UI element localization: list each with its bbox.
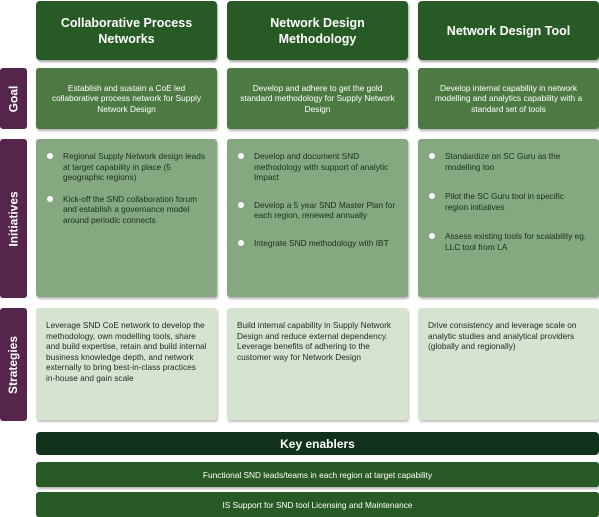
strategy-text: Build internal capability in Supply Network Design and reduce external dependency. Leverage benefits of adhering to the customer way for Network Design	[237, 320, 392, 362]
initiatives-cell	[418, 139, 599, 297]
column-header-network-design-tool	[418, 1, 599, 60]
initiative-text: Standardize on SC Guru as the modelling too	[445, 151, 561, 172]
bullet-icon	[238, 202, 244, 208]
bullet-icon	[429, 233, 435, 239]
column-header-network-design-methodology	[227, 1, 408, 60]
key-enabler-text: IS Support for SND tool Licensing and Maintenance	[222, 499, 413, 510]
column-title: Network Design Methodology	[270, 15, 365, 46]
key-enablers-header	[36, 432, 599, 455]
goal-text: Develop and adhere to get the gold standard methodology for Supply Network Design	[240, 82, 395, 114]
row-label-text: Initiatives	[6, 190, 21, 247]
goal-text: Establish and sustain a CoE led collaborative process network for Supply Network Design	[52, 82, 201, 114]
initiatives-cell	[227, 139, 408, 297]
strategy-text: Drive consistency and leverage scale on analytic studies and analytical providers (globally and regionally)	[428, 320, 577, 351]
strategy-text: Leverage SND CoE network to develop the methodology, own modelling tools, share and build expertise, retain and build internal business knowledge depth, and network externally to bring best-in-class practices in-house and gain scale	[46, 320, 207, 383]
initiative-text: Assess existing tools for scalability eg. LLC tool from LA	[445, 231, 587, 252]
key-enabler-text: Functional SND leads/teams in each region at target capability	[202, 469, 433, 480]
column-title: Network Design Tool	[446, 23, 571, 38]
row-label-goal	[0, 68, 27, 129]
row-label-text: Goal	[6, 85, 21, 112]
initiative-text: Integrate SND methodology with IBT	[254, 237, 389, 248]
initiative-text: Develop a 5 year SND Master Plan for each region, renewed annually	[254, 199, 396, 220]
strategy-cell	[36, 308, 217, 420]
goal-cell	[418, 68, 599, 129]
bullet-icon	[429, 193, 435, 199]
strategy-cell	[418, 308, 599, 420]
initiative-text: Pilot the SC Guru tool in specific region initiatives	[445, 191, 564, 212]
initiative-text: Kick-off the SND collaboration forum and establish a governance model around periodic connects	[63, 193, 198, 225]
bullet-icon	[238, 153, 244, 159]
initiative-item	[428, 231, 589, 252]
key-enabler-item	[36, 462, 599, 487]
initiative-item	[428, 151, 589, 172]
bullet-icon	[238, 240, 244, 246]
row-label-text: Strategies	[6, 335, 21, 394]
row-label-initiatives	[0, 139, 27, 298]
initiative-item	[237, 238, 398, 249]
key-enablers-title: Key enablers	[280, 436, 355, 451]
bullet-icon	[47, 196, 53, 202]
row-label-strategies	[0, 308, 27, 421]
bullet-icon	[47, 153, 53, 159]
bullet-icon	[429, 153, 435, 159]
column-title: Collaborative Process Networks	[60, 15, 193, 46]
goal-cell	[36, 68, 217, 129]
initiative-item	[237, 200, 398, 221]
initiative-text: Regional Supply Network design leads at target capability in place (5 geographic regions)	[63, 151, 206, 182]
strategy-cell	[227, 308, 408, 420]
initiative-item	[428, 191, 589, 212]
initiatives-cell	[36, 139, 217, 297]
initiative-item	[46, 194, 207, 226]
initiative-text: Develop and document SND methodology with support of analytic Impact	[254, 151, 389, 182]
initiative-item	[46, 151, 207, 183]
column-header-collaborative-process-networks	[36, 1, 217, 60]
goal-cell	[227, 68, 408, 129]
initiative-item	[237, 151, 398, 183]
goal-text: Develop internal capability in network modelling and analytics capability with a standard set of tools	[434, 82, 583, 114]
key-enabler-item	[36, 492, 599, 517]
